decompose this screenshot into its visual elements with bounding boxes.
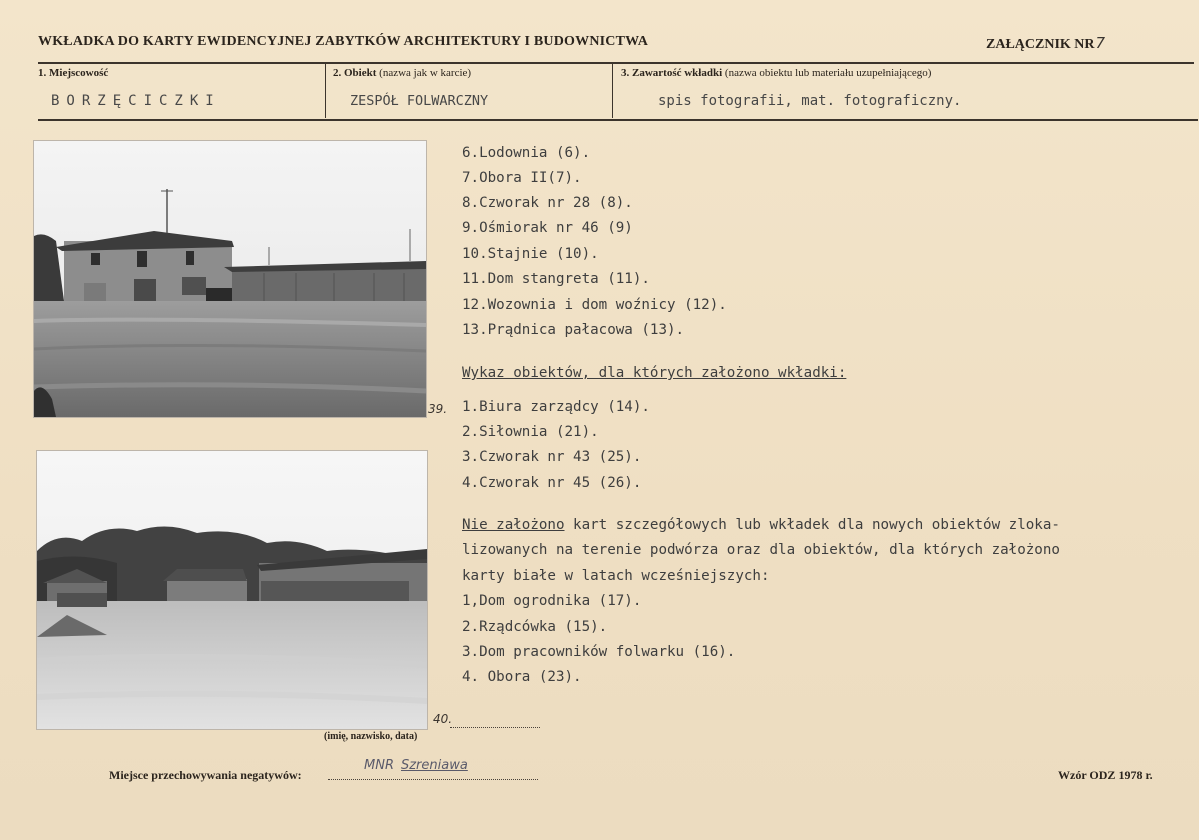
- insert-item: 4.Czworak nr 45 (26).: [462, 475, 642, 491]
- not-created-item: 4. Obora (23).: [462, 669, 582, 685]
- negatives-line: [328, 779, 538, 780]
- signature-line: [450, 727, 540, 728]
- photo-image: [34, 141, 426, 417]
- inserts-heading: Wykaz obiektów, dla których założono wkładki:: [462, 365, 847, 381]
- photo-farm-yard-2: [36, 450, 428, 730]
- annex-label: ZAŁĄCZNIK NR7: [986, 34, 1106, 52]
- not-created-item: 1,Dom ogrodnika (17).: [462, 593, 642, 609]
- object-label: 2. Obiekt (nazwa jak w karcie): [333, 67, 472, 79]
- header-bottom-rule: [38, 119, 1198, 121]
- card-title: WKŁADKA DO KARTY EWIDENCYJNEJ ZABYTKÓW ARCHITEKTURY I BUDOWNICTWA: [38, 34, 649, 49]
- name-date-caption: (imię, nazwisko, data): [324, 731, 418, 742]
- photo-farm-building-1: [33, 140, 427, 418]
- list-item: 8.Czworak nr 28 (8).: [462, 195, 633, 211]
- not-created-item: 3.Dom pracowników folwarku (16).: [462, 644, 736, 660]
- note-emphasis: Nie założono: [462, 517, 565, 533]
- note-line-3: karty białe w latach wcześniejszych:: [462, 568, 770, 584]
- locality-value: BORZĘCICZKI: [51, 93, 221, 109]
- note-line-2: lizowanych na terenie podwórza oraz dla obiektów, dla których założono: [462, 542, 1060, 558]
- locality-label: 1. Miejscowość: [38, 67, 109, 79]
- header-top-rule: [38, 62, 1194, 64]
- list-item: 13.Prądnica pałacowa (13).: [462, 322, 685, 338]
- object-value: ZESPÓŁ FOLWARCZNY: [350, 93, 489, 109]
- photo-number: 40.: [433, 712, 453, 726]
- form-code: Wzór ODZ 1978 r.: [1058, 768, 1153, 782]
- list-item: 10.Stajnie (10).: [462, 246, 599, 262]
- field-divider: [325, 64, 326, 118]
- list-item: 7.Obora II(7).: [462, 170, 582, 186]
- photo-number: 39.: [428, 402, 448, 416]
- negatives-location: MNR Szreniawa: [364, 758, 468, 773]
- list-item: 6.Lodownia (6).: [462, 145, 591, 161]
- list-item: 11.Dom stangreta (11).: [462, 271, 650, 287]
- annex-number: 7: [1095, 34, 1106, 52]
- content-label: 3. Zawartość wkładki (nazwa obiektu lub materiału uzupełniającego): [621, 67, 932, 79]
- note-line-1: Nie założono kart szczegółowych lub wkładek dla nowych obiektów zloka-: [462, 517, 1060, 533]
- insert-item: 1.Biura zarządcy (14).: [462, 399, 650, 415]
- photo-image: [37, 451, 427, 729]
- list-item: 12.Wozownia i dom woźnicy (12).: [462, 297, 727, 313]
- not-created-item: 2.Rządcówka (15).: [462, 619, 608, 635]
- field-divider: [612, 64, 613, 118]
- insert-item: 3.Czworak nr 43 (25).: [462, 449, 642, 465]
- insert-item: 2.Siłownia (21).: [462, 424, 599, 440]
- list-item: 9.Ośmiorak nr 46 (9): [462, 220, 633, 236]
- negatives-label: Miejsce przechowywania negatywów:: [109, 768, 302, 782]
- content-value: spis fotografii, mat. fotograficzny.: [658, 93, 962, 109]
